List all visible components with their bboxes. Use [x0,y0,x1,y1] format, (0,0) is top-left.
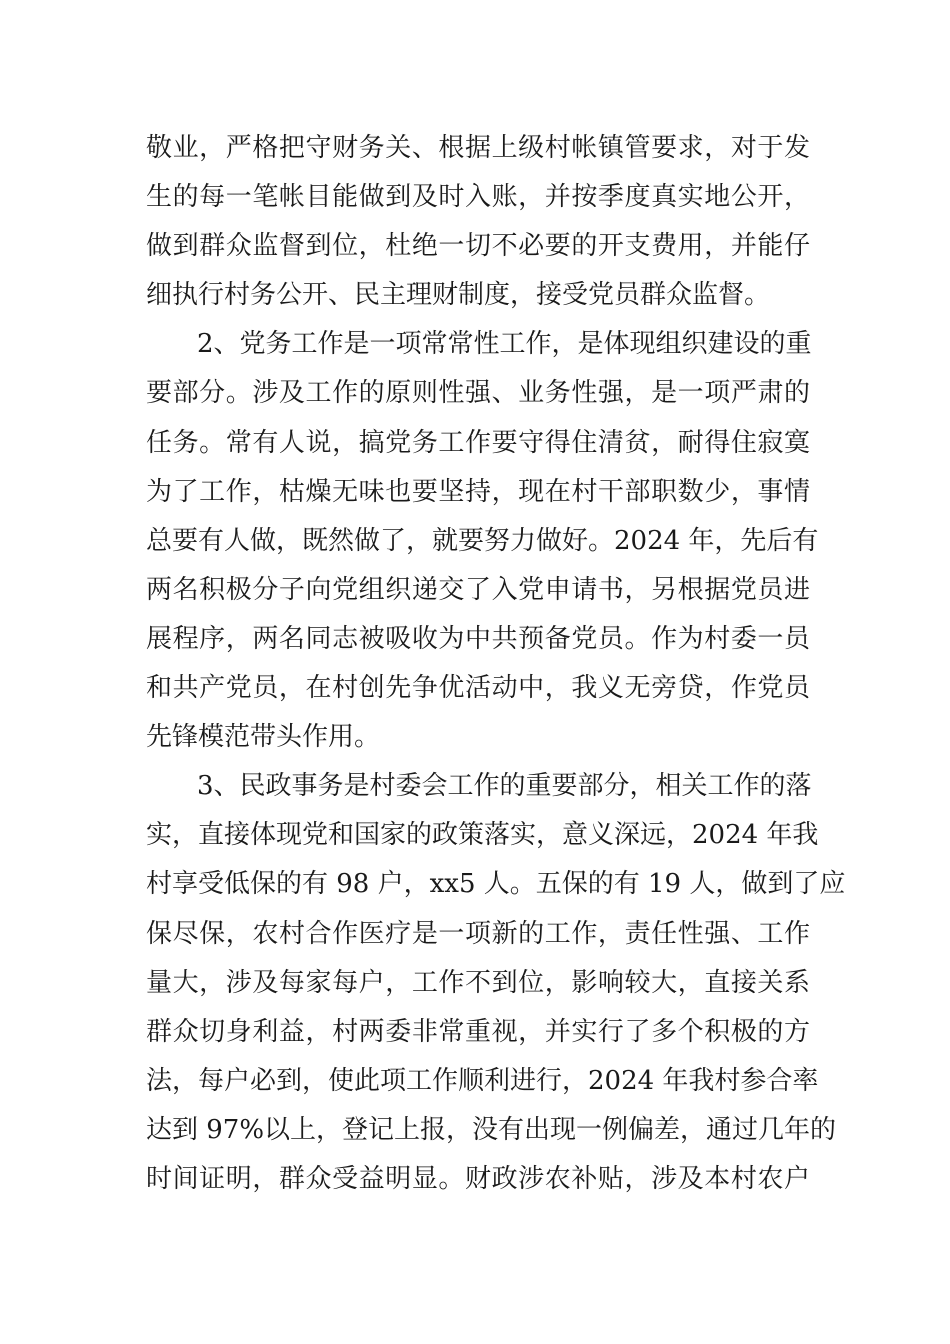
text-line: 和共产党员，在村创先争优活动中，我义无旁贷，作党员 [146,673,810,704]
text-line: 敬业，严格把守财务关、根据上级村帐镇管要求，对于发 [146,133,810,163]
text-line: 村享受低保的有 98 户，xx5 人。五保的有 19 人，做到了应 [146,869,846,900]
text-line: 2、党务工作是一项常常性工作，是体现组织建设的重 [197,329,812,360]
text-line: 保尽保，农村合作医疗是一项新的工作，责任性强、工作 [146,918,810,949]
text-line: 要部分。涉及工作的原则性强、业务性强，是一项严肃的 [146,378,810,409]
text-line: 3、民政事务是村委会工作的重要部分，相关工作的落 [197,771,812,802]
text-line: 总要有人做，既然做了，就要努力做好。2024 年，先后有 [146,525,819,556]
text-line: 生的每一笔帐目能做到及时入账，并按季度真实地公开， [146,182,810,213]
text-line: 任务。常有人说，搞党务工作要守得住清贫，耐得住寂寞 [146,427,810,458]
text-line: 为了工作，枯燥无味也要坚持，现在村干部职数少，事情 [146,476,810,507]
text-line: 两名积极分子向党组织递交了入党申请书，另根据党员进 [146,574,810,605]
text-line: 做到群众监督到位，杜绝一切不必要的开支费用，并能仔 [146,231,810,262]
text-line: 法，每户必到，使此项工作顺利进行，2024 年我村参合率 [146,1065,819,1096]
text-line: 时间证明，群众受益明显。财政涉农补贴，涉及本村农户 [146,1163,810,1194]
text-line: 量大，涉及每家每户，工作不到位，影响较大，直接关系 [146,967,810,998]
text-line: 实，直接体现党和国家的政策落实，意义深远，2024 年我 [146,820,819,851]
text-line: 达到 97%以上，登记上报，没有出现一例偏差，通过几年的 [146,1114,837,1145]
text-line: 展程序，两名同志被吸收为中共预备党员。作为村委一员 [146,623,810,654]
text-line: 群众切身利益，村两委非常重视，并实行了多个积极的方 [146,1016,810,1047]
body-text [146,124,846,1204]
text-line: 先锋模范带头作用。 [146,722,381,753]
text-line: 细执行村务公开、民主理财制度，接受党员群众监督。 [146,280,771,311]
